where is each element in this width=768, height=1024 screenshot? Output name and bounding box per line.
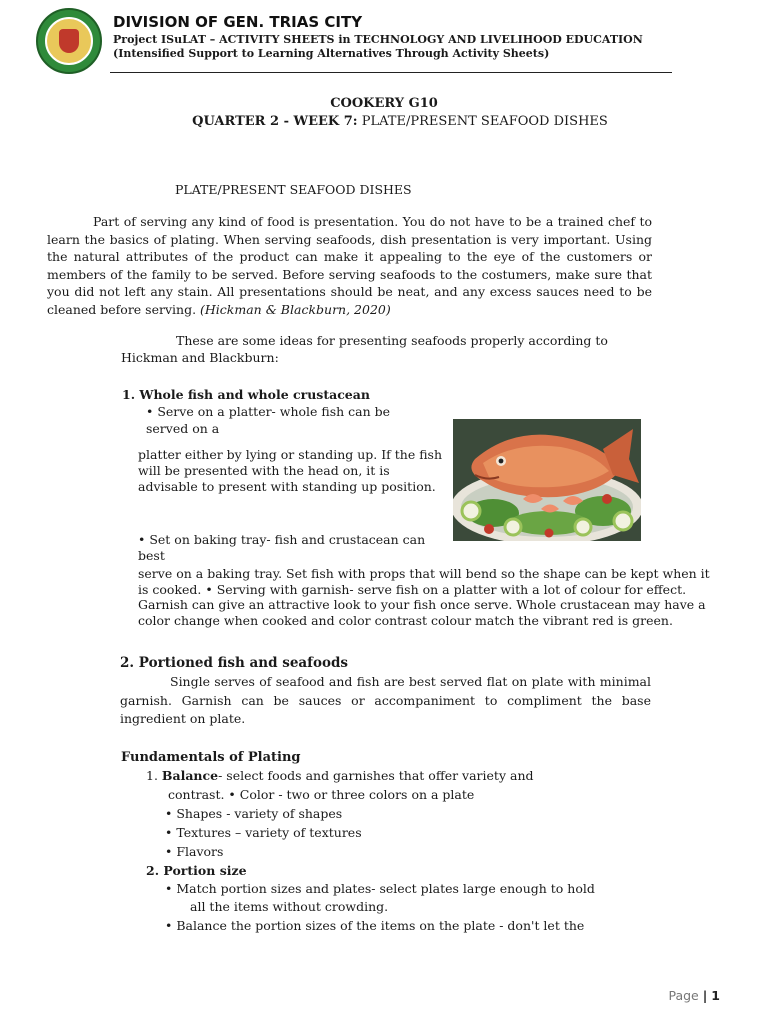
- portioned-paragraph: Single serves of seafood and fish are best served flat on plate with minimal garnish. Garnish can be sauces or accompaniment to compliment the base ingredient on plate.: [120, 674, 651, 726]
- page-separator: |: [702, 988, 708, 1003]
- division-seal-logo: [36, 8, 102, 74]
- header-divider: [110, 72, 672, 73]
- balance-text: - select foods and garnishes that offer variety and: [218, 768, 534, 783]
- portion-size-heading: 2. Portion size: [146, 863, 247, 878]
- ideas-paragraph: These are some ideas for presenting seafoods properly according to Hickman and Blackburn:: [121, 333, 608, 365]
- page-number: 1: [711, 988, 720, 1003]
- balance-line-2: contrast. • Color - two or three colors on a plate: [168, 787, 475, 802]
- seafood-platter-illustration: [453, 419, 641, 541]
- quarter-label: QUARTER 2 - WEEK 7:: [192, 114, 358, 129]
- balance-item: [146, 767, 534, 786]
- seal-emblem: [45, 17, 93, 65]
- serve-platter-text-b: platter either by lying or standing up. If the fish will be presented with the head on, it is advisable to present with standing up position.: [138, 447, 443, 494]
- seafood-platter-image: [453, 419, 641, 541]
- portioned-heading: 2. Portioned fish and seafoods: [120, 655, 349, 671]
- project-subtitle: Project ISuLAT – ACTIVITY SHEETS in TECHNOLOGY AND LIVELIHOOD EDUCATION: [113, 33, 643, 46]
- section-title: PLATE/PRESENT SEAFOOD DISHES: [175, 182, 412, 197]
- portion-size-item-b: all the items without crowding.: [190, 899, 389, 914]
- whole-fish-heading: 1. Whole fish and whole crustacean: [122, 387, 370, 402]
- quarter-topic: PLATE/PRESENT SEAFOOD DISHES: [361, 114, 608, 129]
- division-title: DIVISION OF GEN. TRIAS CITY: [113, 13, 363, 31]
- portion-size-item-c: • Balance the portion sizes of the items on the plate - don't let the: [165, 918, 585, 933]
- baking-tray-text-b: serve on a baking tray. Set fish with props that will bend so the shape can be kept when it is cooked. • Serving with garnish- serve fish on a platter with a lot of colour for effect. Garnish can give an attractive look to your fish once serve. Whole crustacean may have a color change when cooked and color contrast colour match the vibrant red is green.: [138, 566, 710, 628]
- balance-number: 1.: [146, 768, 158, 783]
- balance-label: Balance: [161, 768, 219, 783]
- flavors-item: • Flavors: [165, 844, 224, 859]
- textures-item: • Textures – variety of textures: [165, 825, 362, 840]
- page-label: Page: [668, 988, 699, 1003]
- serve-platter-text-a: • Serve on a platter- whole fish can be served on a: [146, 404, 391, 436]
- portion-size-item-a: • Match portion sizes and plates- select plates large enough to hold: [165, 881, 595, 896]
- intro-text: Part of serving any kind of food is presentation. You do not have to be a trained chef to learn the basics of plating. When serving seafoods, dish presentation is very important. Using the natural attributes of the product can make it appealing to the eye of the customers or members of the family to be served. Before serving seafoods to the costumers, make sure that you did not left any stain. All presentations should be neat, and any excess sauces need to be cleaned before serving.: [47, 214, 652, 317]
- fundamentals-heading: Fundamentals of Plating: [121, 750, 301, 765]
- intro-citation: (Hickman & Blackburn, 2020): [200, 301, 391, 317]
- project-subtitle-2: (Intensified Support to Learning Alternatives Through Activity Sheets): [113, 47, 550, 60]
- course-title: COOKERY G10: [330, 96, 438, 111]
- seal-shield-icon: [59, 29, 79, 53]
- shapes-item: • Shapes - variety of shapes: [165, 806, 343, 821]
- baking-tray-text-a: • Set on baking tray- fish and crustacean can best: [138, 532, 426, 563]
- page-footer: [668, 988, 720, 1003]
- intro-paragraph: [47, 213, 652, 319]
- quarter-title: [0, 114, 768, 129]
